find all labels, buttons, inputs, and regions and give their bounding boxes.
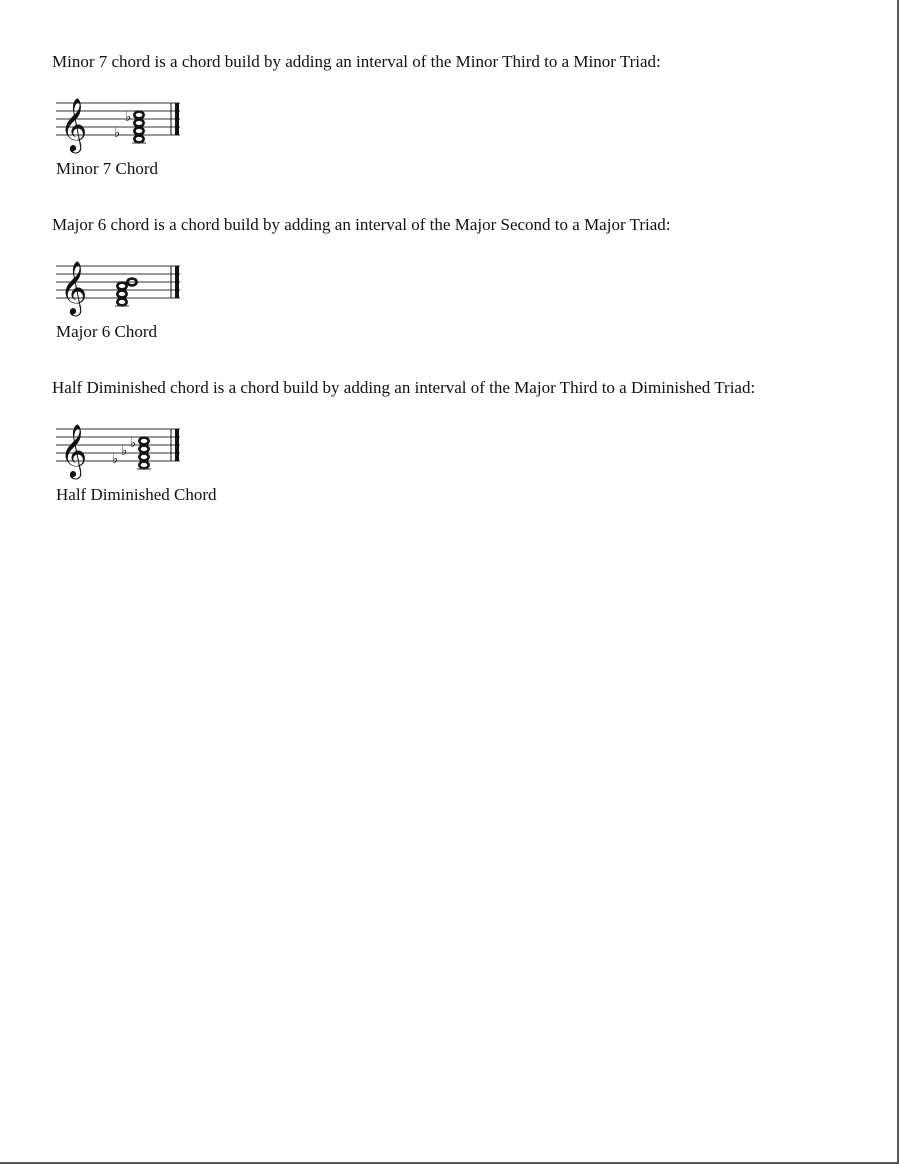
chord-note xyxy=(117,291,126,298)
chord-note xyxy=(139,438,148,445)
flat-accidental-icon: ♭ xyxy=(125,110,132,125)
major-6-caption: Major 6 Chord xyxy=(56,322,158,341)
chord-note xyxy=(139,462,148,469)
final-barline xyxy=(175,266,179,298)
half-diminished-caption: Half Diminished Chord xyxy=(56,485,217,504)
chord-note xyxy=(117,283,126,290)
flat-accidental-icon: ♭ xyxy=(112,452,119,467)
section-major-6 xyxy=(52,215,872,342)
minor-7-notation xyxy=(52,89,192,157)
chord-note xyxy=(134,136,143,143)
minor-7-caption: Minor 7 Chord xyxy=(56,159,158,178)
section-half-diminished xyxy=(52,378,872,505)
flat-accidental-icon: ♭ xyxy=(114,126,121,141)
chord-note xyxy=(139,446,148,453)
section-minor-7 xyxy=(52,52,872,179)
half-diminished-notation xyxy=(52,415,192,483)
major-6-notation xyxy=(52,252,192,320)
chord-note xyxy=(134,112,143,119)
major-6-description: Major 6 chord is a chord build by adding an interval of the Major Second to a Major Triad: xyxy=(52,215,671,234)
chord-note xyxy=(117,299,126,306)
flat-accidental-icon: ♭ xyxy=(130,436,137,451)
treble-clef-icon: 𝄞 xyxy=(60,97,88,151)
chord-note xyxy=(134,120,143,127)
treble-clef-icon: 𝄞 xyxy=(60,260,88,314)
chord-note xyxy=(139,454,148,461)
chord-note xyxy=(134,128,143,135)
flat-accidental-icon: ♭ xyxy=(121,444,128,459)
treble-clef-icon: 𝄞 xyxy=(60,423,88,477)
final-barline xyxy=(175,103,179,135)
minor-7-staff xyxy=(52,89,192,157)
half-diminished-description: Half Diminished chord is a chord build by adding an interval of the Major Third to a Diminished Triad: xyxy=(52,378,756,397)
minor-7-description: Minor 7 chord is a chord build by adding an interval of the Minor Third to a Minor Triad: xyxy=(52,52,661,71)
final-barline xyxy=(175,429,179,461)
major-6-staff xyxy=(52,252,192,320)
half-diminished-staff xyxy=(52,415,192,483)
